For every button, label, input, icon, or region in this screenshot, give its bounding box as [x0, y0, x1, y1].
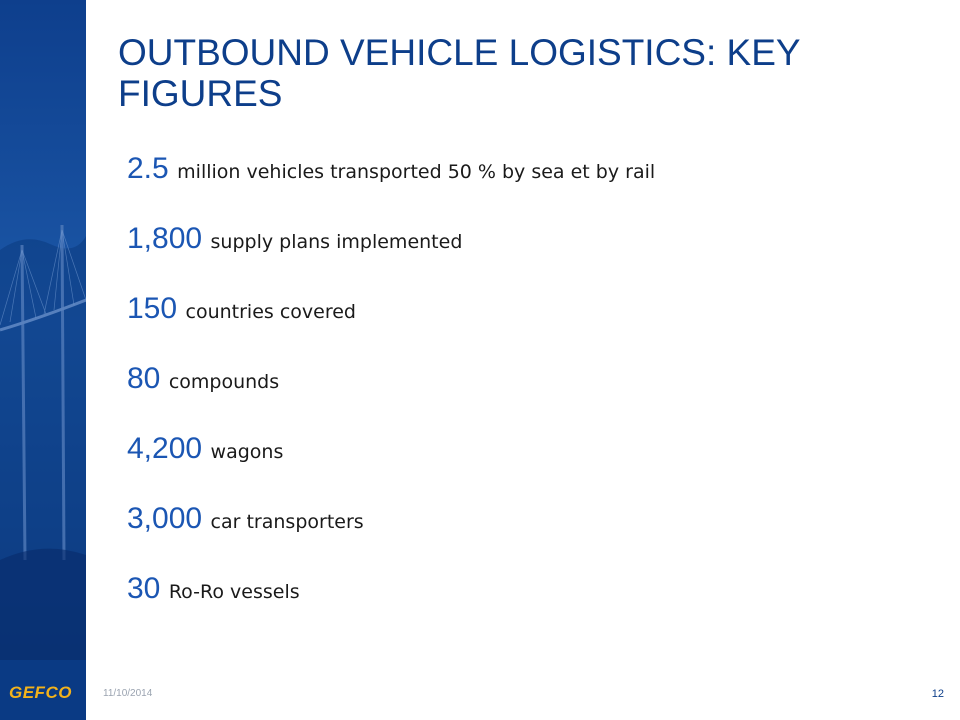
figure-description: compounds	[168, 371, 280, 393]
key-figure-item	[127, 432, 655, 502]
figure-description: car transporters	[210, 511, 364, 533]
figure-value: 80	[127, 362, 161, 395]
key-figure-item	[127, 362, 655, 432]
page-number: 12	[931, 688, 944, 700]
figure-description: million vehicles transported 50 % by sea et by rail	[177, 161, 656, 183]
figure-value: 4,200	[127, 432, 203, 465]
key-figure-item	[127, 292, 655, 362]
bridge-image	[0, 0, 86, 720]
figure-description: supply plans implemented	[210, 231, 463, 253]
figure-value: 150	[127, 292, 178, 325]
sidebar-background	[0, 0, 86, 720]
key-figure-item	[127, 572, 655, 642]
figure-description: wagons	[210, 441, 284, 463]
key-figures-list	[127, 152, 655, 642]
figure-description: countries covered	[185, 301, 356, 323]
figure-description: Ro-Ro vessels	[168, 581, 300, 603]
figure-value: 30	[127, 572, 161, 605]
slide-date: 11/10/2014	[103, 688, 153, 699]
gefco-logo: GEFCO	[9, 683, 72, 702]
figure-value: 1,800	[127, 222, 203, 255]
figure-value: 3,000	[127, 502, 203, 535]
figure-value: 2.5	[127, 152, 169, 185]
key-figure-item	[127, 152, 655, 222]
key-figure-item	[127, 222, 655, 292]
key-figure-item	[127, 502, 655, 572]
slide-title: OUTBOUND VEHICLE LOGISTICS: KEY FIGURES	[118, 32, 800, 114]
